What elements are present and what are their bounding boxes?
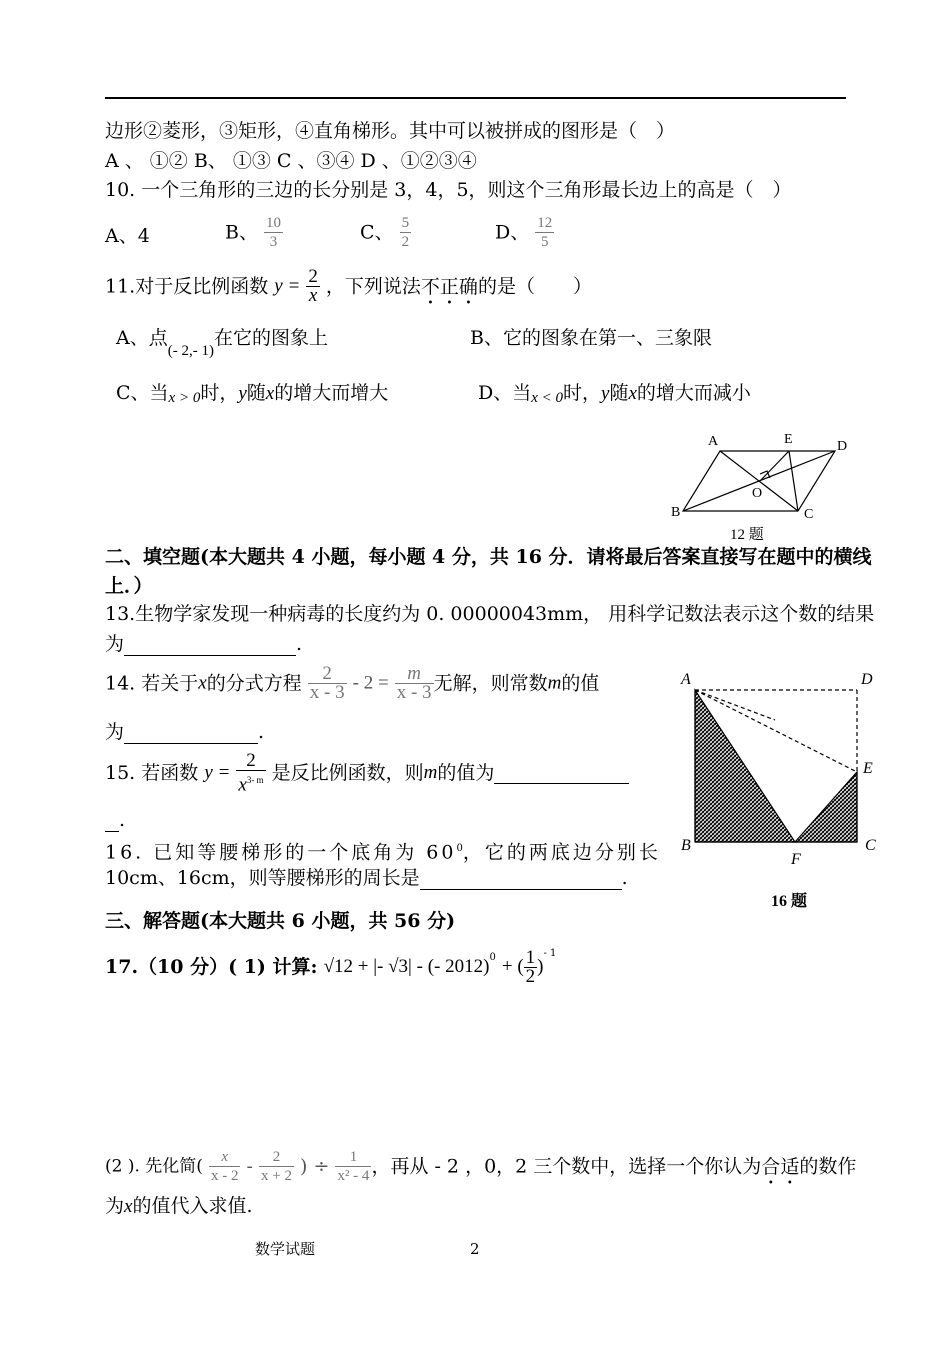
q11-option-c: C、当x > 0时，y随x的增大而增大 <box>116 382 389 406</box>
q13-line1: 13.生物学家发现一种病毒的长度约为 0. 00000043mm， 用科学记数法表示这个数的结果 <box>105 603 875 625</box>
q10-text: 10. 一个三角形的三边的长分别是 3，4，5，则这个三角形最长边上的高是（ ） <box>105 179 792 201</box>
q11-option-d: D、当x < 0时，y随x的增大而减小 <box>478 382 751 406</box>
q14-stem: 14. 若关于x的分式方程 $\frac{2}{x - 3}$ - 2 = $\frac{m}{x - 3}$ 无解，则常数m的值 <box>105 663 600 703</box>
fig12-label-e: E <box>784 432 793 447</box>
fig16-label-e: E <box>863 760 873 777</box>
q17-expression: √12 + |- √3| - (- 2012) <box>323 956 490 977</box>
q11-option-a: A、点$_{(- 2,- 1)}$在它的图象上 <box>116 327 328 359</box>
q13-answer-blank[interactable] <box>124 635 296 656</box>
q17-part2-line2: 为x的值代入求值. <box>105 1195 253 1217</box>
q9-options: A 、 ①② B、 ①③ C 、③④ D 、①②③④ <box>105 150 477 172</box>
q14-answer-blank[interactable] <box>124 723 258 744</box>
footer-page-number: 2 <box>470 1240 480 1258</box>
fig12-label-c: C <box>804 507 814 522</box>
q16-answer-blank[interactable] <box>420 869 622 890</box>
q14-line2: 为 . <box>105 721 265 743</box>
header-rule <box>105 97 846 99</box>
q16-line1: 16. 已知等腰梯形的一个底角为 $60^0$，它的两底边分别长 <box>105 841 661 864</box>
q15-answer-blank[interactable] <box>494 763 629 784</box>
q10-option-d: D、 $\frac{12}{5}$ <box>495 215 553 250</box>
fig16-label-a: A <box>681 671 691 688</box>
figure-16-rectangle-fold <box>675 660 890 915</box>
section-2-title-line1: 二、填空题(本大题共 4 小题，每小题 4 分，共 16 分．请将最后答案直接写在题中的横线 <box>105 546 872 568</box>
q15-stem: 15. 若函数 y = $\frac{2}{x^{3- m}}$ 是反比例函数，则m的值为 <box>105 752 629 794</box>
fig16-label-c: C <box>865 837 876 854</box>
q11-stem: 11.对于反比例函数 y = $\frac{2}{x}$ ，下列说法不正确的是（ ） <box>105 266 592 306</box>
q17-part1: 17.（10 分）( 1) 计算: √12 + |- √3| - (- 2012)$^0$ + ( $\frac{1}{2}$ )$^{- 1}$ <box>105 946 557 987</box>
q13-line2: 为 . <box>105 633 303 655</box>
fig16-label-d: D <box>861 671 873 688</box>
q16-line2: 10cm、16cm，则等腰梯形的周长是 . <box>105 867 628 889</box>
fig12-label-a: A <box>708 434 719 449</box>
section-3-title: 三、解答题(本大题共 6 小题，共 56 分) <box>105 910 456 932</box>
section-2-title-line2: 上．） <box>105 575 153 597</box>
fig16-label-f: F <box>791 851 801 868</box>
figure-12-parallelogram <box>665 425 855 547</box>
fig16-caption: 16 题 <box>771 893 808 910</box>
fig12-label-d: D <box>837 439 848 454</box>
q10-option-a: A、4 <box>105 225 150 247</box>
fig12-caption: 12 题 <box>730 527 764 543</box>
q11-option-b: B、它的图象在第一、三象限 <box>470 327 712 349</box>
q15-line2: . <box>105 808 125 832</box>
fig12-label-b: B <box>671 505 681 520</box>
q10-option-c: C、 $\frac{5}{2}$ <box>360 215 410 250</box>
q9-text: 边形②菱形，③矩形，④直角梯形。其中可以被拼成的图形是（ ） <box>105 120 676 142</box>
q10-option-b: B、 $\frac{10}{3}$ <box>225 215 282 250</box>
q17-part2: (2 ). 先化简( $\frac{x}{x - 2}$ - $\frac{2}{x + 2}$ ) ÷ $\frac{1}{\text{x² - 4}}$ ，再从 - 2 ，0，2 三个数中，选择一个你认为合适的数作 <box>105 1149 857 1184</box>
footer-subject: 数学试题 <box>255 1240 316 1258</box>
fig16-label-b: B <box>681 837 691 854</box>
fig12-label-o: O <box>752 486 763 501</box>
